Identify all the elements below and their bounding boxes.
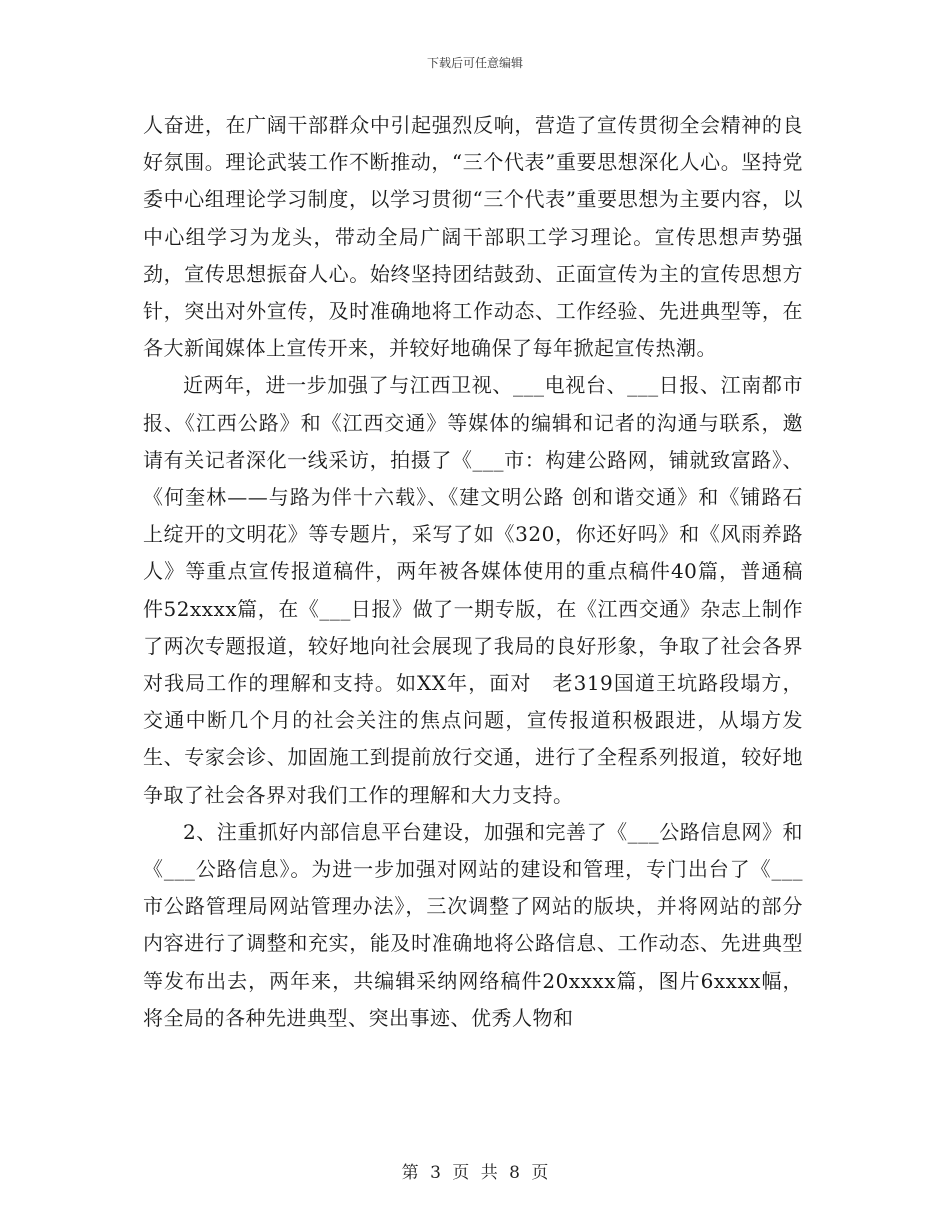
- page-header: 下载后可任意编辑: [426, 56, 523, 70]
- document-body: [143, 107, 803, 1037]
- paragraph-3: 2、注重抓好内部信息平台建设，加强和完善了《___公路信息网》和《___公路信息》。为进一步加强对网站的建设和管理，专门出台了《___市公路管理局网站管理办法》，三次调整了网站的版块，并将网站的部分内容进行了调整和充实，能及时准确地将公路信息、工作动态、先进典型等发布出去，两年来，共编辑采纳网络稿件20xxxx篇，图片6xxxx幅，将全局的各种先进典型、突出事迹、优秀人物和: [143, 819, 803, 1030]
- paragraph-2: 近两年，进一步加强了与江西卫视、___电视台、___日报、江南都市报、《江西公路》和《江西交通》等媒体的编辑和记者的沟通与联系，邀请有关记者深化一线采访，拍摄了《___市：构建公路网，铺就致富路》、《何奎林——与路为伴十六载》、《建文明公路 创和谐交通》和《铺路石上绽开的文明花》等专题片，采写了如《320，你还好吗》和《风雨养路人》等重点宣传报道稿件，两年被各媒体使用的重点稿件40篇，普通稿件52xxxx篇，在《___日报》做了一期专版，在《江西交通》杂志上制作了两次专题报道，较好地向社会展现了我局的良好形象，争取了社会各界对我局工作的理解和支持。如XX年，面对 老319国道王坑路段塌方，交通中断几个月的社会关注的焦点问题，宣传报道积极跟进，从塌方发生、专家会诊、加固施工到提前放行交通，进行了全程系列报道，较好地争取了社会各界对我们工作的理解和大力支持。: [143, 373, 803, 807]
- page-number: 第 3 页 共 8 页: [401, 1163, 549, 1183]
- paragraph-1: 人奋进，在广阔干部群众中引起强烈反响，营造了宣传贯彻全会精神的良好氛围。理论武装工作不断推动，“三个代表”重要思想深化人心。坚持党委中心组理论学习制度，以学习贯彻“三个代表”重要思想为主要内容，以中心组学习为龙头，带动全局广阔干部职工学习理论。宣传思想声势强劲，宣传思想振奋人心。始终坚持团结鼓劲、正面宣传为主的宣传思想方针，突出对外宣传，及时准确地将工作动态、工作经验、先进典型等，在各大新闻媒体上宣传开来，并较好地确保了每年掀起宣传热潮。: [143, 113, 803, 361]
